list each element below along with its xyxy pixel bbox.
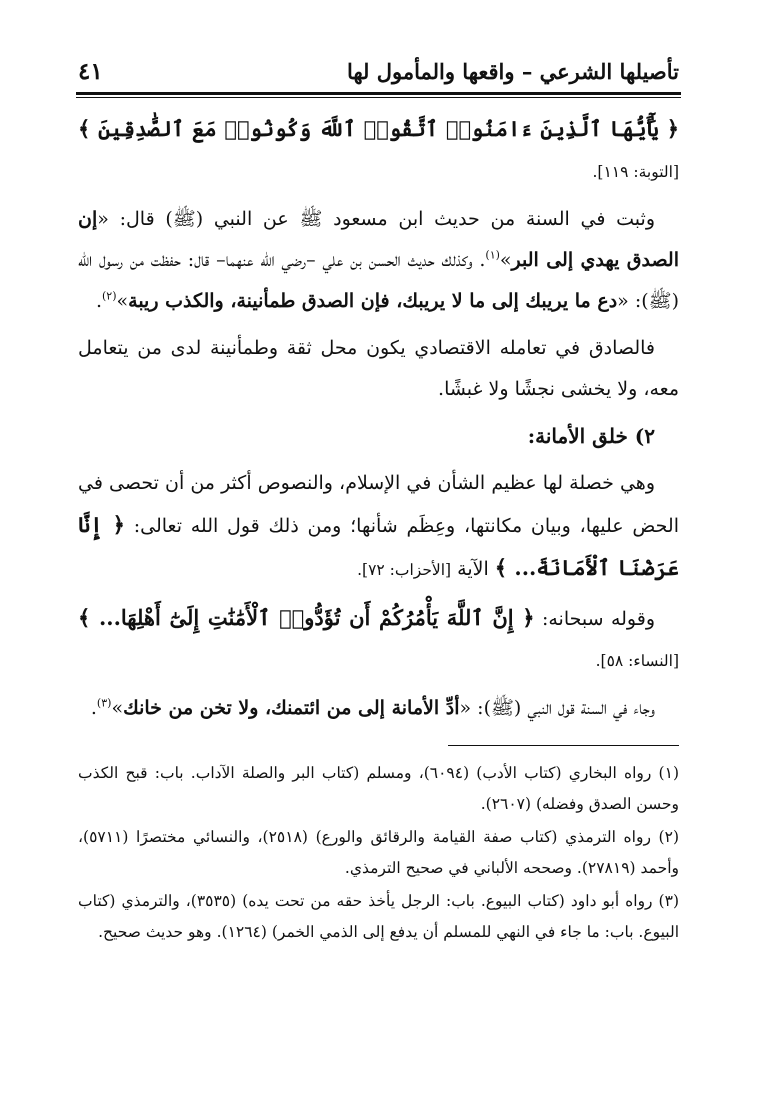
paragraph-text: » — [111, 697, 124, 719]
paragraph-text: وهي خصلة لها عظيم الشأن في الإسلام، والنصوص أكثر من أن تحصى في الحض عليها، وبيان مكانتها، وعِظَم شأنها؛ ومن ذلك قول الله تعالى: — [78, 472, 679, 537]
footnote-marker: (١) — [485, 248, 500, 262]
paragraph-text: وثبت في السنة من حديث ابن مسعود ﷺ عن النبي (ﷺ) قال: « — [97, 208, 655, 230]
paragraph-text: . — [90, 697, 97, 719]
page-number: ٤١ — [78, 57, 103, 85]
paragraph-hadith-sidq — [78, 199, 679, 322]
paragraph-text: » — [116, 290, 129, 312]
paragraph-hadith-amanah — [78, 688, 679, 729]
paragraph-sadiq: فالصادق في تعامله الاقتصادي يكون محل ثقة وطمأنينة لدى من يتعامل معه، ولا يخشى نجشًا ولا غبشًا. — [78, 337, 679, 400]
header-rule — [76, 92, 681, 95]
paragraph-text: . وكذلك حديث الحسن بن علي –رضي الله عنهما– قال: حفظت من رسول الله (ﷺ): « — [78, 249, 679, 312]
quran-quote: ﴿ يَٰٓأَيُّهَا ٱلَّذِينَ ءَامَنُوا۟ ٱتَّقُوا۟ ٱللَّهَ وَكُونُوا۟ مَعَ ٱلصَّٰدِقِينَ ﴾ — [78, 116, 679, 141]
paragraph-text: » — [499, 249, 512, 271]
footnote-marker: (٢) — [102, 289, 117, 303]
hadith-quote: دع ما يريبك إلى ما لا يريبك، فإن الصدق طمأنينة، والكذب ريبة — [128, 290, 618, 312]
paragraph-text: . — [95, 290, 102, 312]
paragraph-verse-tawbah — [78, 108, 679, 193]
hadith-quote: إن الصدق يهدي إلى البر — [78, 208, 679, 271]
verse-reference: [الأحزاب: ٧٢]. — [357, 561, 452, 579]
quran-quote: ﴿ إِنَّا عَرَضْنَا ٱلْأَمَانَةَ... ﴾ — [78, 512, 679, 580]
running-title: تأصيلها الشرعي – واقعها والمأمول لها — [346, 58, 679, 84]
footnote-rule — [448, 745, 679, 746]
paragraph-text: وجاء في السنة قول النبي (ﷺ): « — [459, 697, 655, 719]
paragraph-amanah — [78, 463, 679, 591]
quran-quote: ﴿ إِنَّ ٱللَّهَ يَأْمُرُكُمْ أَن تُؤَدُّوا۟ ٱلْأَمَٰنَٰتِ إِلَىٰٓ أَهْلِهَا... ﴾ — [78, 605, 535, 630]
header-rule-thin — [76, 97, 681, 98]
verse-reference: [التوبة: ١١٩]. — [592, 163, 679, 181]
paragraph-text: وقوله سبحانه: — [534, 608, 655, 630]
verse-reference: [النساء: ٥٨]. — [595, 652, 679, 670]
hadith-quote: أدِّ الأمانة إلى من ائتمنك، ولا تخن من خانك — [123, 697, 460, 719]
footnote-1: (١) رواه البخاري (كتاب الأدب) (٦٠٩٤)، ومسلم (كتاب البر والصلة الآداب. باب: قبح الكذب وحسن الصدق وفضله) (٢٦٠٧). — [78, 764, 679, 813]
paragraph-text: الآية — [451, 558, 495, 580]
footnote-marker: (٣) — [96, 696, 112, 710]
footnotes — [78, 758, 679, 950]
footnote-3: (٣) رواه أبو داود (كتاب البيوع. باب: الرجل يأخذ حقه من تحت يده) (٣٥٣٥)، والترمذي (كتاب البيوع. باب: ما جاء في النهي للمسلم أن يدفع إلى الذمي الخمر) (١٢٦٤). وهو حديث صحيح. — [78, 892, 679, 941]
section-heading: ٢) خلق الأمانة: — [527, 424, 655, 448]
paragraph-nisa-verse — [78, 597, 679, 682]
main-text — [78, 108, 679, 735]
footnote-2: (٢) رواه الترمذي (كتاب صفة القيامة والرقائق والورع) (٢٥١٨)، والنسائي مختصرًا (٥٧١١)، وأحمد (٢٧٨١٩). وصححه الألباني في صحيح الترمذي. — [78, 828, 679, 877]
page-header — [78, 52, 679, 90]
